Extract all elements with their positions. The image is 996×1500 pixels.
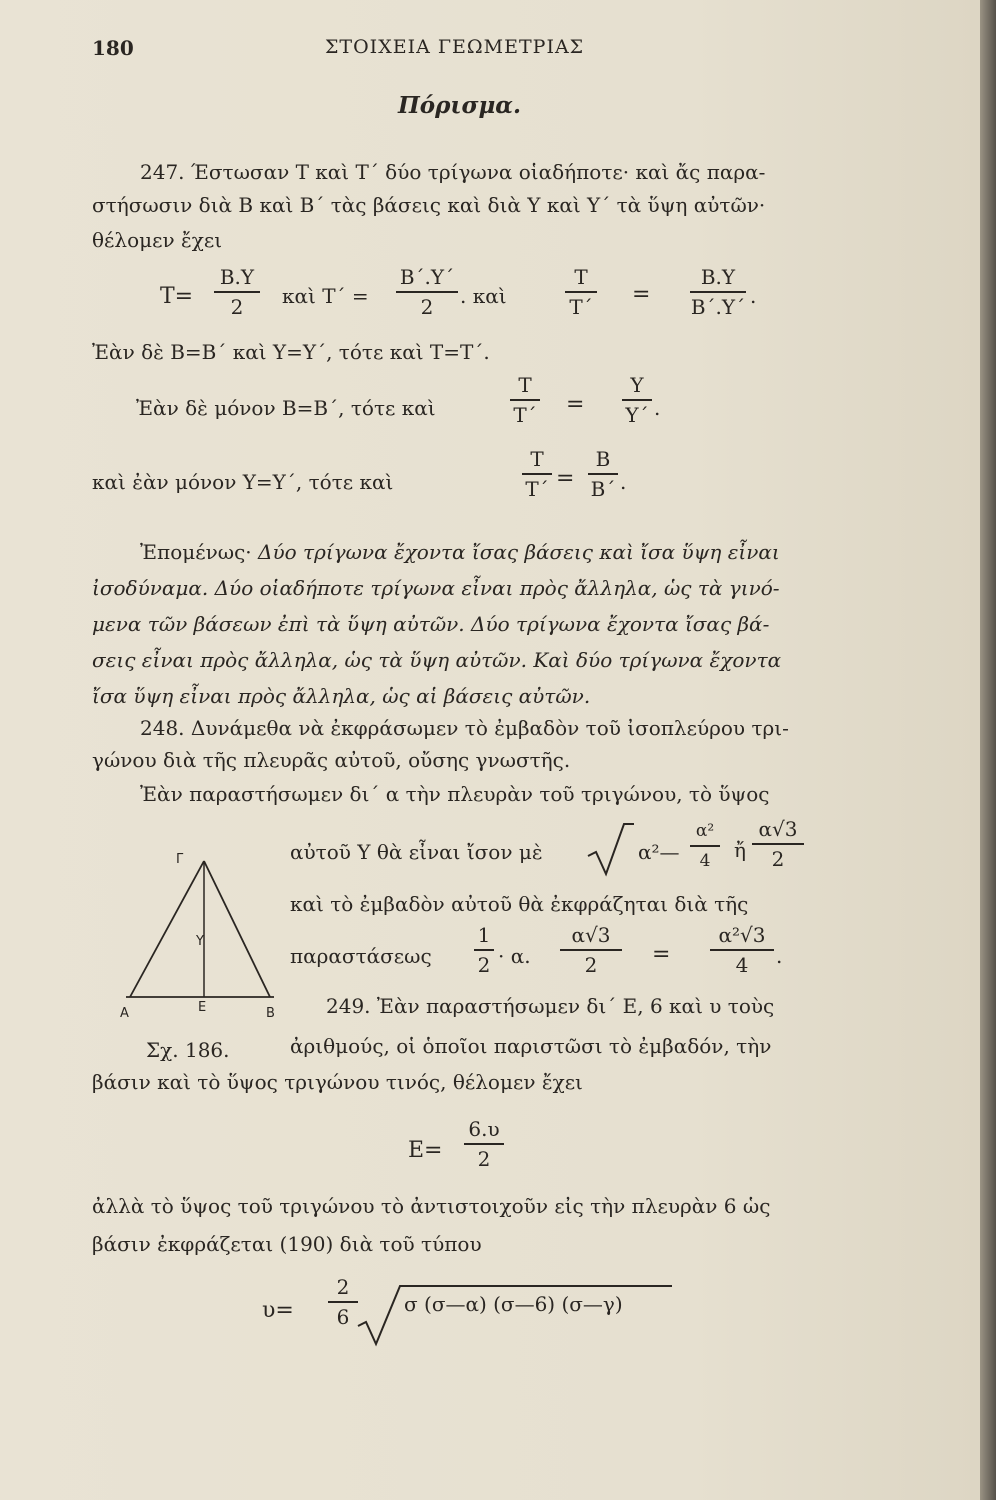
line-eq2-dot: . [654, 396, 661, 420]
line-eq3-dot: . [620, 470, 627, 494]
fraction-numerator: Β.Υ [219, 265, 255, 289]
p249-line5: βάσιν ἐκφράζεται (190) διὰ τοῦ τύπου [92, 1232, 482, 1256]
p249-line3: βάσιν καὶ τὸ ὕψος τριγώνου τινός, θέλομεν ἔχει [92, 1070, 583, 1094]
line-eq3-frac-t [522, 448, 552, 500]
fraction-denominator: Β΄ [590, 477, 616, 501]
p248-line2: γώνου διὰ τῆς πλευρᾶς αὐτοῦ, οὔσης γνωστῆς. [92, 748, 571, 772]
fraction-numerator: Β΄.Υ΄ [399, 265, 455, 289]
formula1-frac-t [565, 266, 597, 318]
area-frac-half [474, 924, 494, 976]
fraction-numerator: α² [695, 821, 715, 841]
area-frac-result [710, 924, 774, 976]
radical-sign-height [586, 818, 634, 878]
figure-label-height: Υ [196, 934, 204, 949]
fraction-numerator: 6.υ [468, 1117, 500, 1141]
fraction-numerator: Β.Υ [700, 265, 736, 289]
formula1-dot: . [750, 284, 757, 308]
figure-label-e: Ε [198, 1000, 207, 1015]
p249-line2: ἀριθμούς, οἱ ὁποῖοι παριστῶσι τὸ ἐμβαδόν, τὴν [290, 1034, 772, 1058]
fraction-denominator: 6 [336, 1305, 350, 1329]
fraction-denominator: Τ΄ [513, 403, 537, 427]
formula1-equals: = [632, 282, 651, 307]
consequence-line3: μενα τῶν βάσεων ἐπὶ τὰ ὕψη αὐτῶν. Δύο τρίγωνα ἔχοντα ἴσας βά- [92, 612, 770, 636]
E-frac [464, 1118, 504, 1170]
or-word: ἤ [734, 838, 746, 862]
fraction-numerator: Τ [574, 265, 588, 289]
fraction-numerator: Β [595, 447, 611, 471]
fraction-numerator: α²√3 [718, 923, 766, 947]
radical-a2-minus: α²— [638, 840, 680, 864]
fraction-numerator: 1 [477, 923, 491, 947]
line-eq3-frac-b [588, 448, 618, 500]
fraction-denominator: 2 [420, 295, 434, 319]
p248-line6: παραστάσεως [290, 944, 432, 968]
height-result-frac [752, 818, 804, 870]
page-number: 180 [92, 36, 134, 60]
area-mid: · α. [498, 944, 531, 968]
fraction-denominator: Τ΄ [569, 295, 593, 319]
line-eq2-frac-u [622, 374, 652, 426]
figure-label-b: Β [266, 1006, 275, 1021]
p249-line4: ἀλλὰ τὸ ὕψος τοῦ τριγώνου τὸ ἀντιστοιχοῦν εἰς τὴν πλευρὰν 6 ὡς [92, 1194, 771, 1218]
u-lhs: υ= [262, 1298, 294, 1323]
p248-line1: 248. Δυνάμεθα νὰ ἐκφράσωμεν τὸ ἐμβαδὸν τοῦ ἰσοπλεύρου τρι- [140, 716, 789, 740]
p248-line4: αὐτοῦ Υ θὰ εἶναι ἴσον μὲ [290, 840, 543, 864]
formula1-kai: καὶ Τ΄ = [282, 284, 369, 308]
fraction-denominator: 2 [477, 953, 491, 977]
fraction-numerator: α√3 [758, 817, 798, 841]
p248-line3: Ἐὰν παραστήσωμεν δι΄ α τὴν πλευρὰν τοῦ τριγώνου, τὸ ὕψος [140, 782, 770, 806]
fraction-denominator: 2 [477, 1147, 491, 1171]
area-equals: = [652, 942, 671, 967]
fraction-denominator: 2 [584, 953, 598, 977]
formula1-kai2: . καὶ [460, 284, 507, 308]
fraction-denominator: Τ΄ [525, 477, 549, 501]
figure-caption: Σχ. 186. [146, 1038, 230, 1062]
p247-line2: στήσωσιν διὰ Β καὶ Β΄ τὰς βάσεις καὶ διὰ Υ καὶ Υ΄ τὰ ὕψη αὐτῶν· [92, 193, 766, 217]
formula1-frac-ratio [690, 266, 746, 318]
line-eq3-equals: = [556, 466, 575, 491]
consequence-line1 [140, 540, 780, 564]
triangle-figure [118, 855, 288, 1005]
consequence-intro: Ἐπομένως· [140, 540, 252, 564]
fraction-denominator: 2 [230, 295, 244, 319]
line-eq2-text: Ἐὰν δὲ μόνον Β=Β΄, τότε καὶ [136, 396, 436, 420]
fraction-denominator: Υ΄ [625, 403, 649, 427]
formula1-frac-bu-prime [396, 266, 458, 318]
p247-line3: θέλομεν ἔχει [92, 228, 223, 252]
consequence-line2: ἰσοδύναμα. Δύο οἱαδήποτε τρίγωνα εἶναι πρὸς ἄλληλα, ὡς τὰ γινό- [92, 576, 780, 600]
line-eq2-frac-t [510, 374, 540, 426]
figure-label-apex: Γ [176, 852, 184, 867]
fraction-numerator: α√3 [571, 923, 611, 947]
fraction-denominator: 2 [771, 847, 785, 871]
figure-label-a: Α [120, 1006, 129, 1021]
fraction-denominator: 4 [735, 953, 749, 977]
formula1-frac-bu [214, 266, 260, 318]
consequence-statement: Δύο τρίγωνα ἔχοντα ἴσας βάσεις καὶ ἴσα ὕψη εἶναι [251, 540, 780, 564]
u-frac [328, 1276, 358, 1328]
running-title: ΣΤΟΙΧΕΙΑ ΓΕΩΜΕΤΡΙΑΣ [325, 36, 585, 58]
fraction-numerator: Τ [530, 447, 544, 471]
radical-frac-a2-4 [690, 820, 720, 872]
line-eq1: Ἐὰν δὲ Β=Β΄ καὶ Υ=Υ΄, τότε καὶ Τ=Τ΄. [92, 340, 490, 364]
formula1-lhs: Τ= [160, 284, 194, 309]
area-frac-a-root3 [560, 924, 622, 976]
line-eq3-text: καὶ ἐὰν μόνον Υ=Υ΄, τότε καὶ [92, 470, 394, 494]
p248-line5: καὶ τὸ ἐμβαδὸν αὐτοῦ θὰ ἐκφράζηται διὰ τῆς [290, 892, 749, 916]
u-radicand: σ (σ—α) (σ—6) (σ—γ) [404, 1292, 623, 1316]
consequence-line4: σεις εἶναι πρὸς ἄλληλα, ὡς τὰ ὕψη αὐτῶν. Καὶ δύο τρίγωνα ἔχοντα [92, 648, 782, 672]
consequence-line5: ἴσα ὕψη εἶναι πρὸς ἄλληλα, ὡς αἱ βάσεις αὐτῶν. [92, 684, 591, 708]
area-dot: . [776, 944, 783, 968]
E-lhs: Ε= [408, 1138, 443, 1163]
p249-line1: 249. Ἐὰν παραστήσωμεν δι΄ Ε, 6 καὶ υ τοὺς [326, 994, 775, 1018]
fraction-denominator: Β΄.Υ΄ [690, 295, 746, 319]
fraction-numerator: Υ [630, 373, 644, 397]
p247-line1: 247. Έστωσαν Τ καὶ Τ΄ δύο τρίγωνα οἱαδήποτε· καὶ ἄς παρα- [140, 160, 766, 184]
section-title: Πόρισμα. [398, 92, 521, 119]
fraction-denominator: 4 [699, 851, 711, 871]
page-edge-shadow [980, 0, 996, 1500]
fraction-numerator: Τ [518, 373, 532, 397]
line-eq2-equals: = [566, 392, 585, 417]
fraction-numerator: 2 [336, 1275, 350, 1299]
